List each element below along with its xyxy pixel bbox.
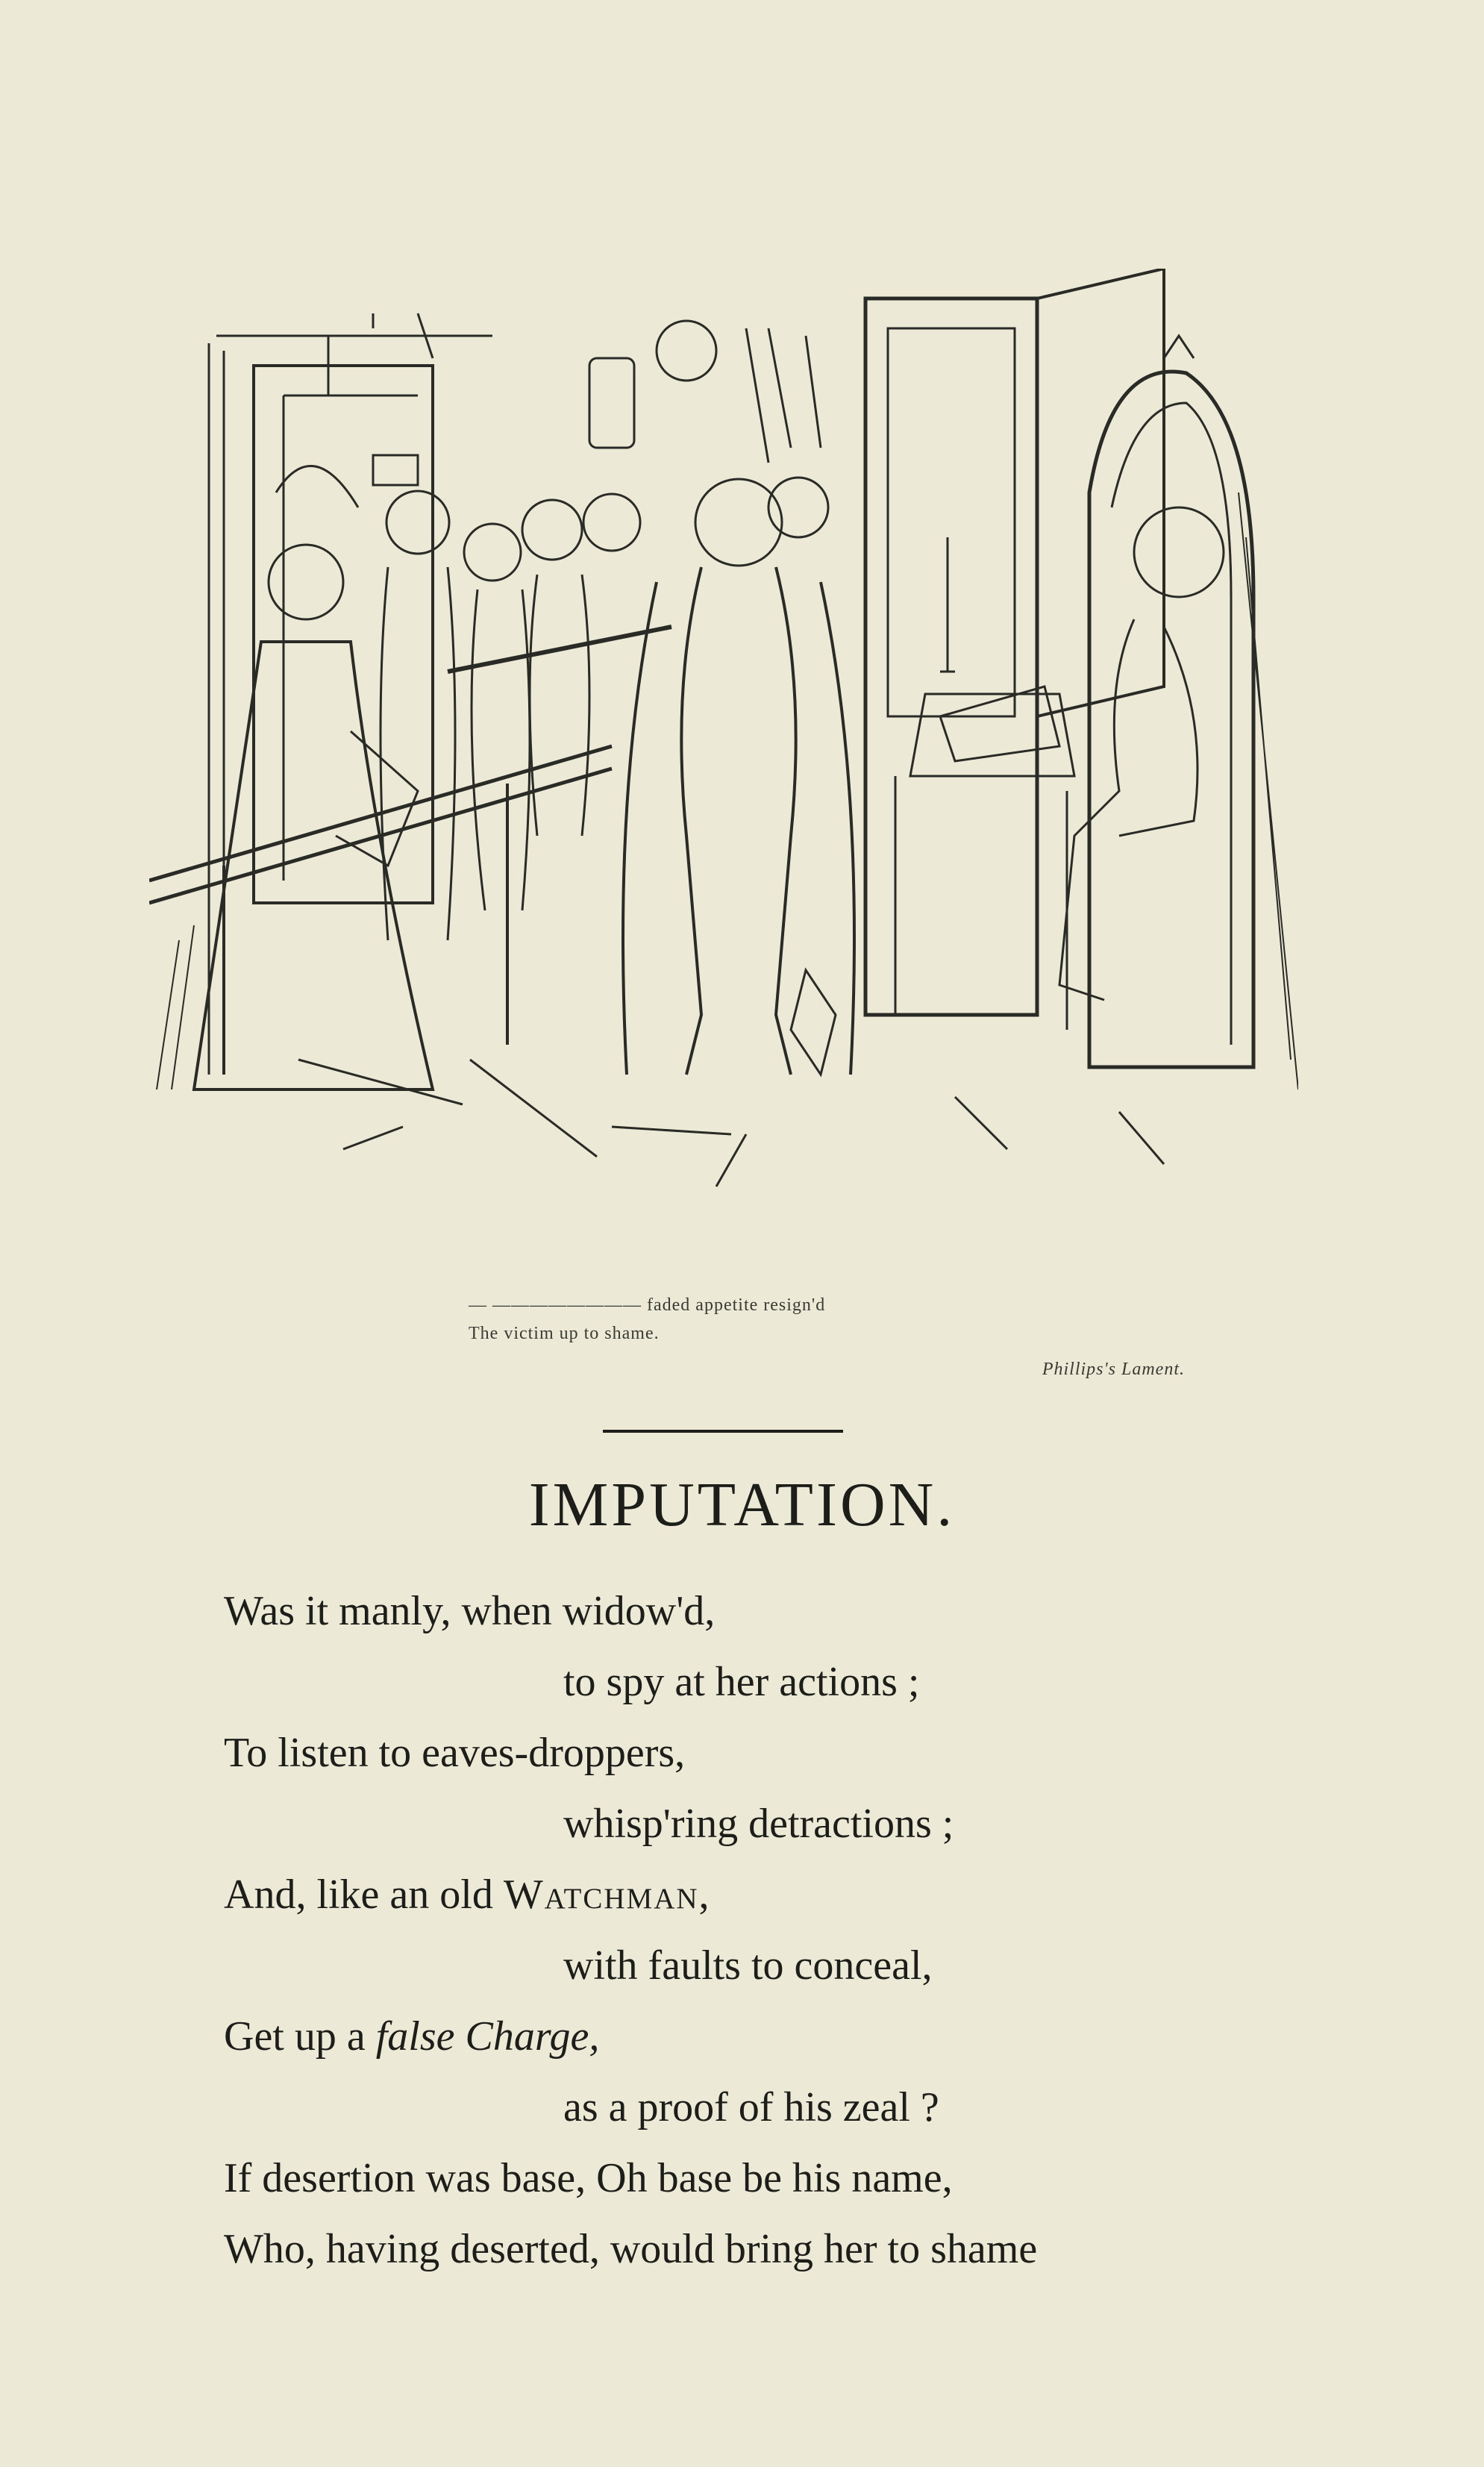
poem-line-4: whisp'ring detractions ; (563, 1801, 954, 1847)
illustration-caption (469, 1291, 1185, 1383)
poem-line-9: If desertion was base, Oh base be his name, (224, 2155, 953, 2201)
caption-line-2: The victim up to shame. (469, 1324, 660, 1343)
poem-line-8: as a proof of his zeal ? (563, 2084, 939, 2130)
poem-line-7 (224, 2001, 1343, 2072)
poem-body (224, 1576, 1343, 2285)
poem-line-1: Was it manly, when widow'd, (224, 1588, 716, 1634)
poem-line-7-text: Get up a (224, 2013, 376, 2060)
poem-title: IMPUTATION. (528, 1470, 956, 1539)
poem-line-5 (224, 1860, 1343, 1930)
poem-line-5-text: And, like an old (224, 1872, 504, 1918)
false-charge-phrase: false Charge, (375, 2013, 600, 2060)
caption-line-1: — ———————— faded appetite resign'd (469, 1295, 826, 1315)
poem-line-6: with faults to conceal, (563, 1942, 933, 1989)
poem-line-3: To listen to eaves-droppers, (224, 1730, 686, 1776)
title-divider (603, 1430, 843, 1433)
caption-attribution: Phillips's Lament. (1042, 1360, 1185, 1379)
poem-line-2: to spy at her actions ; (563, 1659, 920, 1705)
poem-line-10: Who, having deserted, would bring her to shame (224, 2226, 1038, 2272)
engraving-illustration (149, 269, 1298, 1224)
watchman-word: Watchman, (503, 1872, 711, 1918)
